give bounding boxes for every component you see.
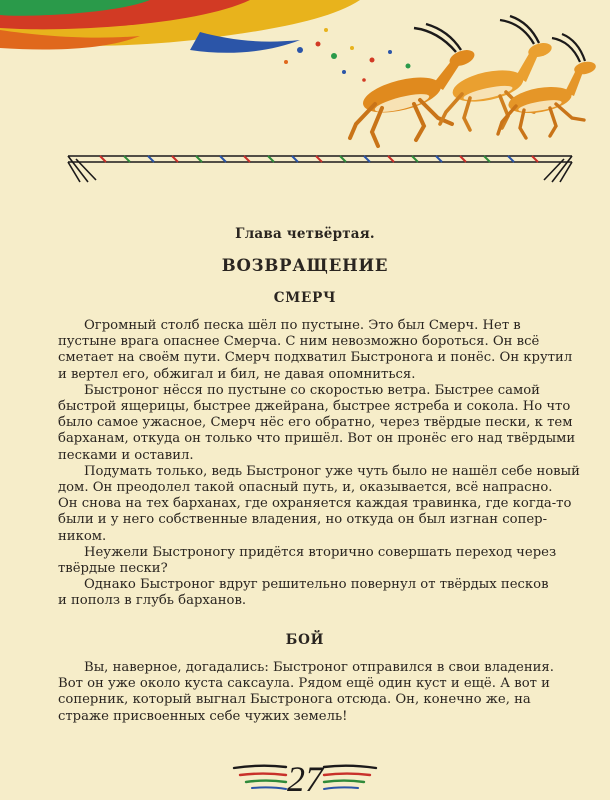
- ornamental-border: [68, 156, 572, 182]
- text-line: быстрой ящерицы, быстрее джейрана, быстрее ястреба и сокола. Но что: [58, 399, 571, 415]
- text-line: дом. Он преодолел такой опасный путь, и, оказывается, всё напрасно.: [58, 480, 553, 496]
- section-body: [58, 660, 584, 725]
- antelope-figure: [440, 16, 553, 130]
- text-line: Подумать только, ведь Быстроног уже чуть было не нашёл себе новый: [84, 463, 580, 479]
- text-line: ником.: [58, 528, 107, 544]
- text-line: Неужели Быстроногу придётся вторично совершать переход через: [84, 544, 557, 560]
- chapter-title: ВОЗВРАЩЕНИЕ: [221, 256, 389, 275]
- header-illustration: [0, 0, 610, 200]
- text-line: Огромный столб песка шёл по пустыне. Это был Смерч. Нет в: [84, 318, 521, 333]
- paragraph: [58, 660, 584, 725]
- text-line: сметает на своём пути. Смерч подхватил Быстронога и понёс. Он крутил: [58, 350, 573, 366]
- text-line: страже присвоенных себе чужих земель!: [58, 708, 348, 724]
- text-line: соперник, который выгнал Быстронога отсюда. Он, конечно же, на: [58, 692, 531, 708]
- chapter-label: Глава четвёртая.: [235, 226, 375, 242]
- color-splash-decoration: [0, 0, 411, 88]
- paragraph: [58, 464, 584, 545]
- text-line: Однако Быстроног вдруг решительно повернул от твёрдых песков: [84, 577, 549, 593]
- paragraph: [58, 318, 584, 383]
- text-line: и пополз в глубь барханов.: [58, 593, 247, 609]
- text-line: пустыне врага опаснее Смерча. С ним невозможно бороться. Он всё: [58, 334, 540, 350]
- text-line: Быстроног нёсся по пустыне со скоростью ветра. Быстрее самой: [84, 382, 540, 398]
- page-number: 27: [287, 759, 323, 799]
- section-heading: БОЙ: [285, 632, 325, 648]
- text-line: Вот он уже около куста саксаула. Рядом ещё один куст и ещё. А вот и: [58, 676, 550, 692]
- text-line: и вертел его, обжигал и бил, не давая опомниться.: [58, 366, 416, 382]
- paragraph: [58, 545, 584, 577]
- text-line: Он снова на тех барханах, где охраняется каждая травинка, где когда-то: [58, 496, 572, 512]
- text-line: были и у него собственные владения, но откуда он был изгнан сопер-: [58, 512, 548, 528]
- section-body: [58, 318, 584, 610]
- paragraph: [58, 383, 584, 464]
- text-line: Вы, наверное, догадались: Быстроног отправился в свои владения.: [84, 660, 554, 675]
- text-line: было самое ужасное, Смерч нёс его обратно, через твёрдые пески, к тем: [58, 415, 573, 431]
- paragraph: [58, 577, 584, 609]
- section-heading: СМЕРЧ: [273, 290, 337, 306]
- text-line: песками и оставил.: [58, 447, 194, 463]
- text-line: твёрдые пески?: [58, 561, 168, 577]
- text-line: барханам, откуда он только что пришёл. Вот он пронёс его над твёрдыми: [58, 431, 576, 447]
